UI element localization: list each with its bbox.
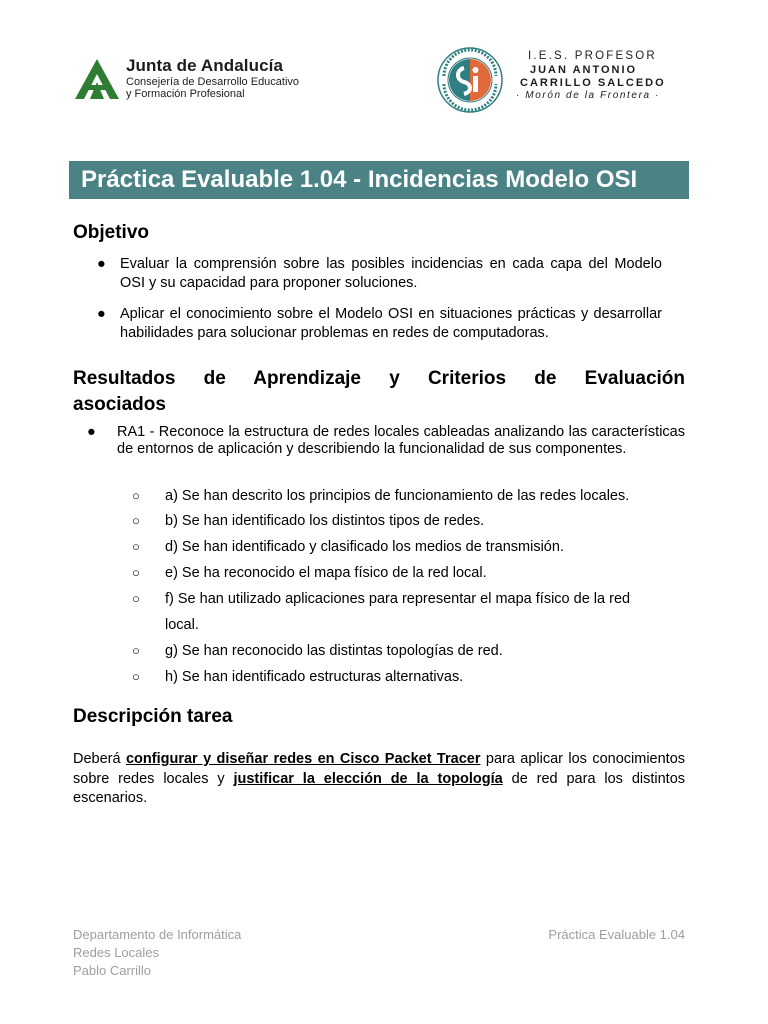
- footer-author: Pablo Carrillo: [73, 963, 152, 978]
- descripcion-paragraph: [73, 750, 685, 809]
- objetivo-item-text: Evaluar la comprensión sobre las posibles incidencias en cada capa del Modelo OSI y su capacidad para proponer soluciones.: [120, 256, 662, 291]
- criterio-text: local.: [165, 617, 199, 633]
- circle-bullet-icon: ○: [132, 669, 140, 684]
- junta-line2: y Formación Profesional: [126, 88, 245, 100]
- descripcion-emphasis-1: configurar y diseñar redes en Cisco Packet Tracer: [125, 751, 481, 767]
- circle-bullet-icon: ○: [132, 539, 140, 554]
- circle-bullet-icon: ○: [132, 488, 140, 503]
- descripcion-text-1: Deberá: [73, 751, 121, 767]
- circle-bullet-icon: ○: [132, 513, 140, 528]
- ies-line2: JUAN ANTONIO: [530, 64, 638, 76]
- resultados-heading: [73, 366, 685, 418]
- ra-text: RA1 - Reconoce la estructura de redes locales cableadas analizando las características de entornos de aplicación y describiendo la funcionalidad de sus componentes.: [117, 424, 685, 457]
- objetivo-heading: Objetivo: [73, 222, 150, 243]
- junta-andalucia-logo: [74, 56, 314, 102]
- ies-line1: I.E.S. PROFESOR: [528, 50, 657, 62]
- criterio-text: b) Se han identificado los distintos tipos de redes.: [165, 513, 485, 529]
- criterio-text: f) Se han utilizado aplicaciones para representar el mapa físico de la red: [165, 591, 631, 607]
- circle-bullet-icon: ○: [132, 565, 140, 580]
- descripcion-heading: Descripción tarea: [73, 706, 233, 727]
- circle-bullet-icon: ○: [132, 643, 140, 658]
- ies-seal-icon: [436, 46, 504, 114]
- bullet-icon: ●: [97, 256, 106, 272]
- footer-right: Práctica Evaluable 1.04: [548, 927, 685, 942]
- criterio-text: d) Se han identificado y clasificado los medios de transmisión.: [165, 539, 564, 555]
- criterio-text: a) Se han descrito los principios de funcionamiento de las redes locales.: [165, 488, 630, 504]
- footer-left: [73, 926, 241, 980]
- page-title: Práctica Evaluable 1.04 - Incidencias Modelo OSI: [81, 166, 638, 193]
- footer-dept: Departamento de Informática: [73, 927, 242, 942]
- bullet-icon: ●: [87, 424, 96, 440]
- objetivo-item-text: Aplicar el conocimiento sobre el Modelo OSI en situaciones prácticas y desarrollar habilidades para solucionar problemas en redes de computadoras.: [120, 306, 662, 341]
- resultados-heading-line1: Resultados de Aprendizaje y Criterios de Evaluación: [73, 368, 685, 389]
- ies-logo: [436, 44, 676, 112]
- circle-bullet-icon: ○: [132, 591, 140, 606]
- ies-line4: · Morón de la Frontera ·: [516, 90, 660, 101]
- resultados-heading-line2: asociados: [73, 394, 166, 415]
- junta-logo-icon: [74, 58, 120, 100]
- junta-line1: Consejería de Desarrollo Educativo: [126, 76, 300, 88]
- criterio-text: h) Se han identificado estructuras alternativas.: [165, 669, 464, 685]
- bullet-icon: ●: [97, 306, 106, 322]
- junta-name: Junta de Andalucía: [126, 56, 284, 75]
- descripcion-text-2: para aplicar los conocimientos sobre redes locales y: [73, 751, 686, 787]
- ies-line3: CARRILLO SALCEDO: [520, 77, 666, 89]
- descripcion-text-3: de red para los distintos escenarios.: [73, 770, 686, 806]
- descripcion-emphasis-2: justificar la elección de la topología: [233, 770, 503, 787]
- criterio-text: e) Se ha reconocido el mapa físico de la red local.: [165, 565, 487, 581]
- title-banner: [69, 161, 689, 199]
- footer-subject: Redes Locales: [73, 945, 159, 960]
- criterio-text: g) Se han reconocido las distintas topologías de red.: [165, 643, 503, 659]
